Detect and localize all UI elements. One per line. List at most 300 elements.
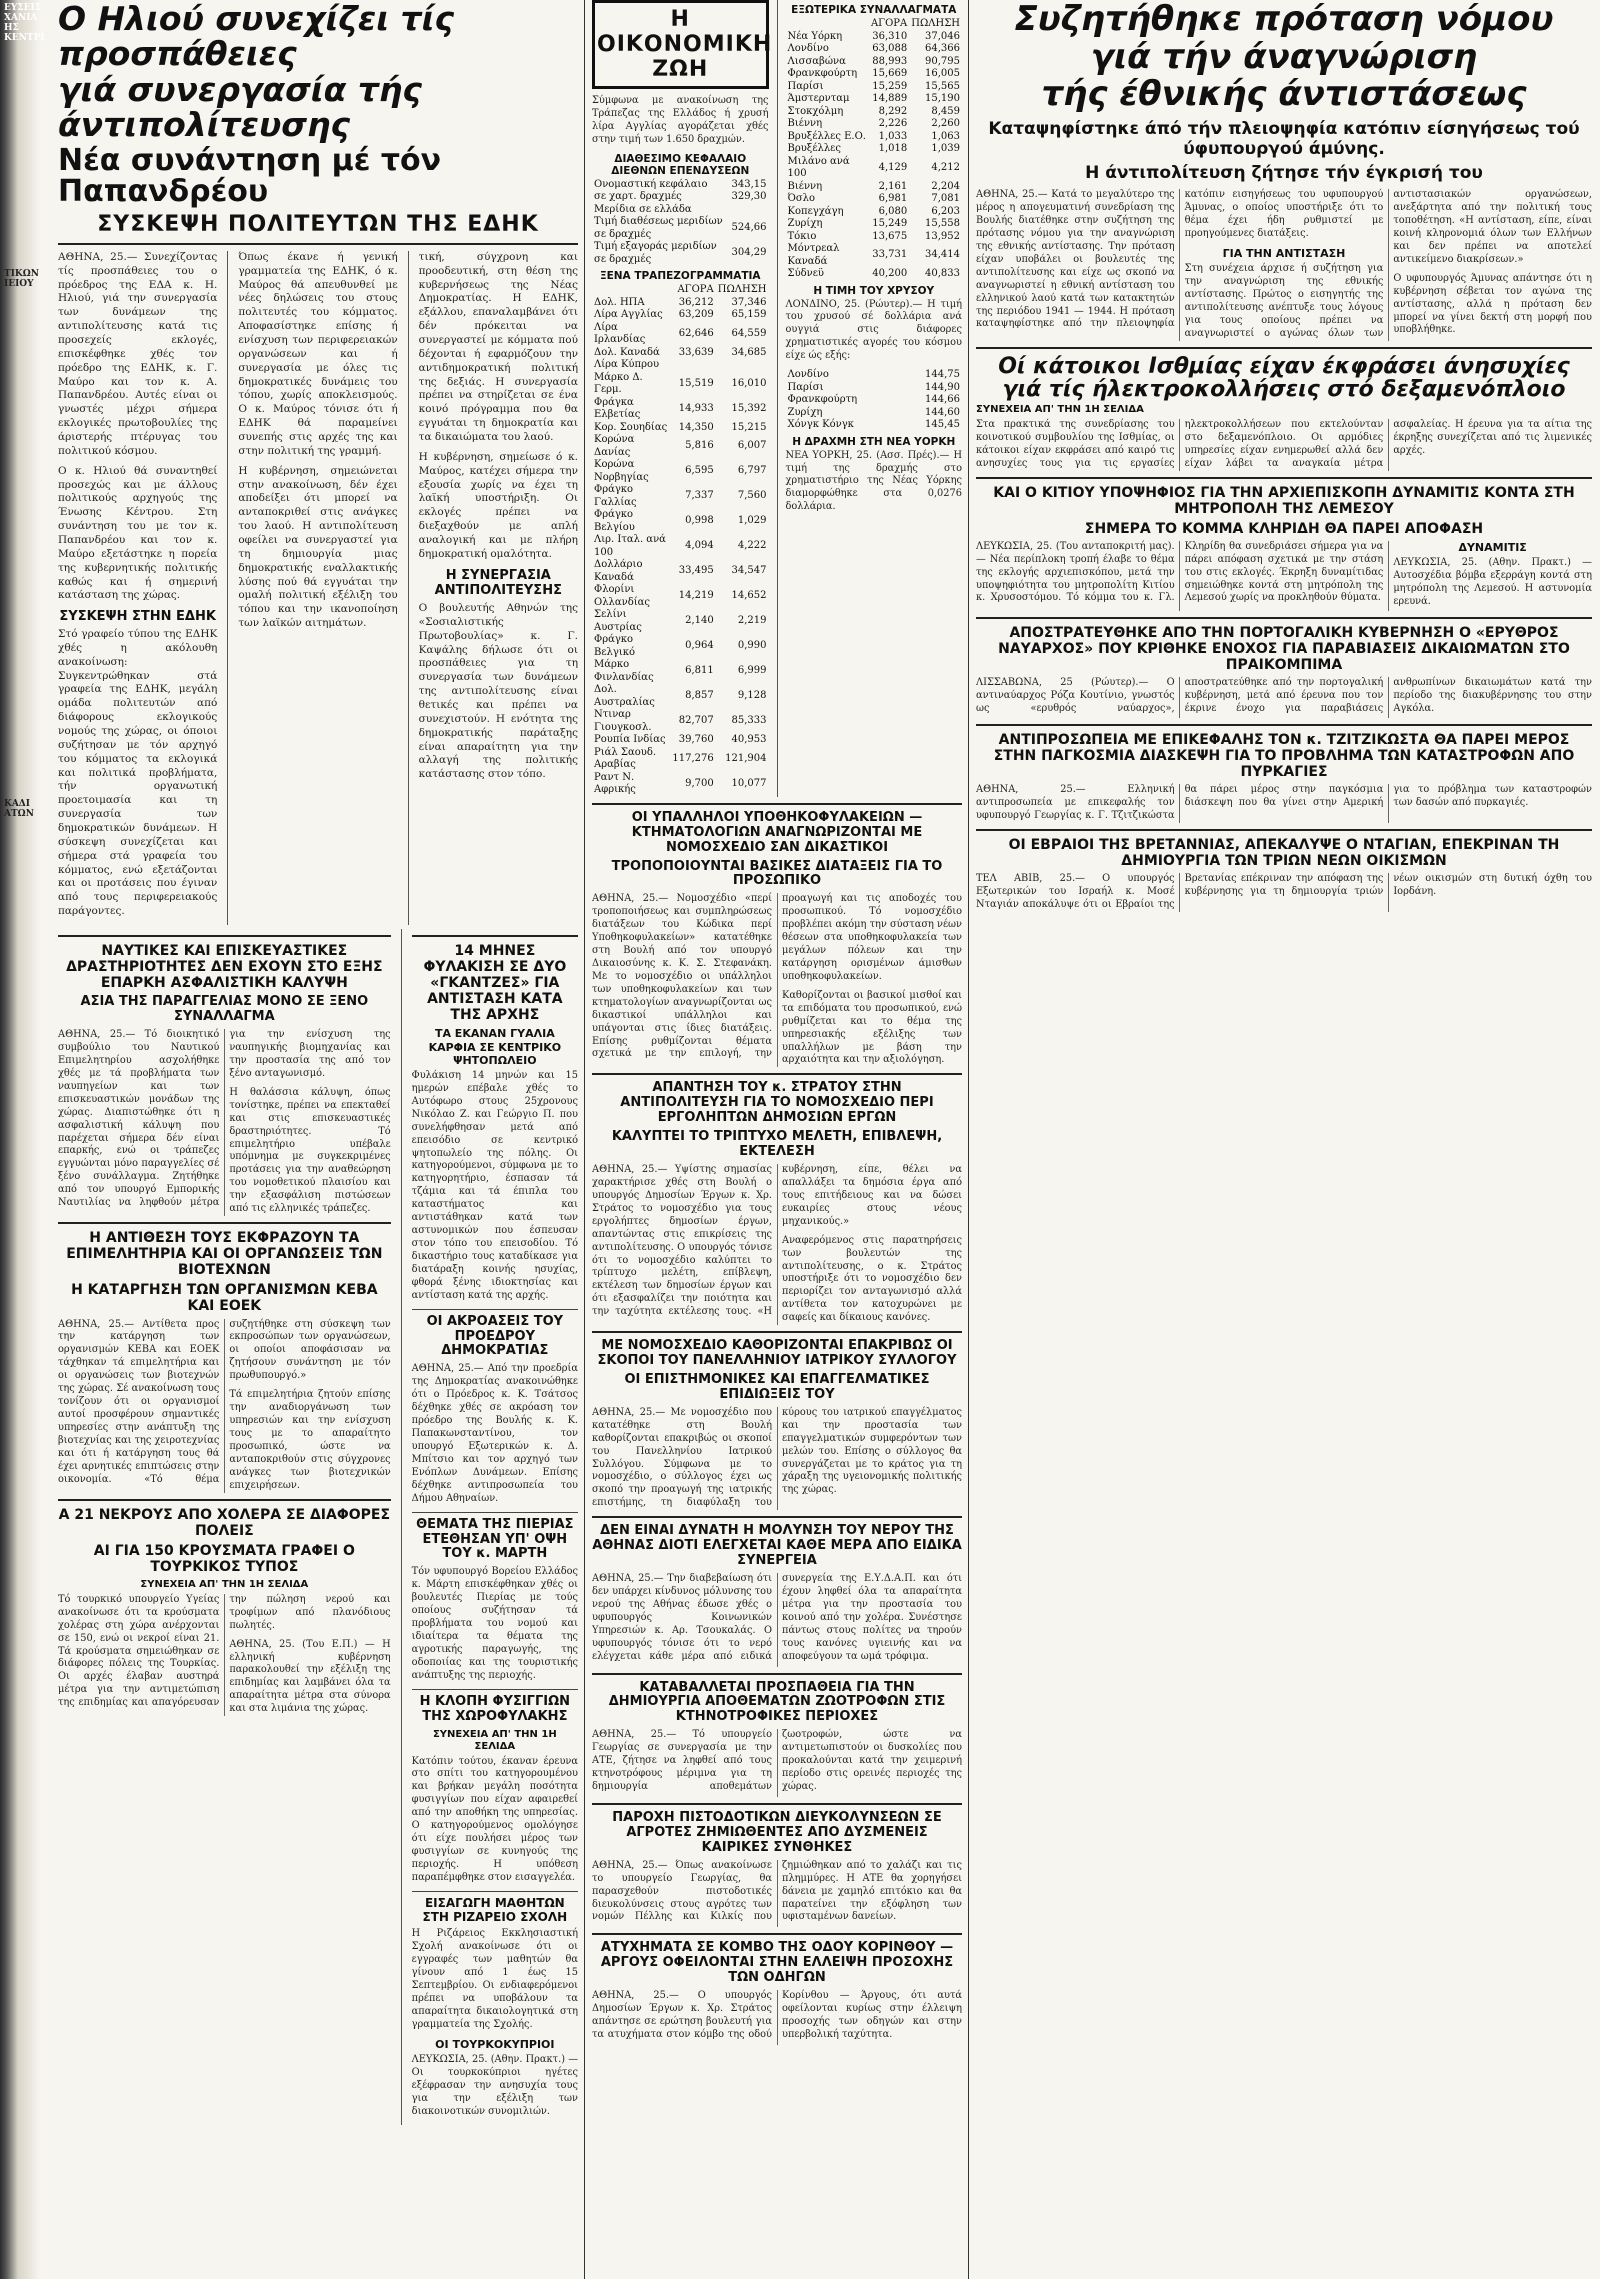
- headline-pieria: ΘΕΜΑΤΑ ΤΗΣ ΠΙΕΡΙΑΣ ΕΤΕΘΗΣΑΝ ΥΠ' ΟΨΗ ΤΟΥ κ. ΜΑΡΤΗ: [416, 1516, 574, 1562]
- label-cell: Μιλάνο ανά 100: [787, 155, 850, 179]
- label-cell: Λισσαβώνα: [787, 55, 846, 67]
- value-cell: 145,45: [925, 419, 960, 431]
- subheadline-cholera: ΑΙ ΓΙΑ 150 ΚΡΟΥΣΜΑΤΑ ΓΡΑΦΕΙ Ο ΤΟΥΡΚΙΚΟΣ ΤΥΠΟΣ: [93, 1542, 355, 1575]
- value-cell: 0,964: [685, 640, 714, 652]
- value-cell: 144,66: [925, 394, 960, 406]
- subheadline-shipyards: ΑΣΙΑ ΤΗΣ ΠΑΡΑΓΓΕΛΙΑΣ ΜΟΝΟ ΣΕ ΞΕΝΟ ΣΥΝΑΛΛΑΓΜΑ: [80, 994, 369, 1025]
- headline-ilios-4: ΣΥΣΚΕΨΗ ΠΟΛΙΤΕΥΤΩΝ ΤΗΣ ΕΔΗΚ: [97, 211, 539, 237]
- article-text: ΛΕΥΚΩΣΙΑ, 25. (Αθην. Πρακτ.) — Οι τουρκοκύπριοι ηγέτες εξέφρασαν την ανησυχία τους για την εξέλιξη των διακοινοτικών συνομιλιών.: [411, 2053, 578, 2117]
- label-cell: Σύδνεϋ: [787, 268, 825, 279]
- label-cell: Ζυρίχη: [787, 406, 823, 418]
- article-text: τική, σύγχρονη και προοδευτική, στη θέση της κυβερνήσεως της Νέας Δημοκρατίας. Η ΕΔΗΚ, εξάλλου, επαναλαμβάνει ότι δέν πρόκειται να συνεργαστεί με κόμματα πού δέχονται ή εφαρμόζουν την αντιδημοκρατική πολιτική της δεξιάς. Η συνεργασία πρέπει να στηρίζεται σε ένα κοινό πρόγραμμα που θα εγγυάται τη δημοκρατία και τα δικαιώματα του λαού.: [418, 250, 578, 444]
- value-cell: 13,675: [872, 230, 908, 242]
- fx-row: [592, 359, 769, 372]
- rule: [412, 1512, 578, 1513]
- subhead: ΟΙ ΤΟΥΡΚΟΚΥΠΡΙΟΙ: [435, 2037, 555, 2051]
- rule: [58, 1499, 391, 1501]
- col1b-article: [238, 251, 397, 925]
- article-text: Ο υφυπουργός Άμυνας απάντησε ότι η κυβέρνηση σέβεται τον αγώνα της αντίστασης, αλλά η πρόταση δεν μπορεί να γίνει δεκτή στη μορφή που υποβλήθηκε.: [1393, 272, 1592, 336]
- gold-row: [786, 407, 963, 420]
- value-cell: 13,952: [925, 230, 960, 242]
- left-lower-main: [58, 929, 391, 2125]
- header-cell: [592, 284, 670, 297]
- ext-row: [786, 206, 963, 219]
- value-cell: 6,203: [931, 205, 960, 217]
- article-text: Ο κ. Ηλιού θά συναντηθεί προσεχώς και με άλλους πολιτικούς αρχηγούς της Ένωσης Κέντρου. Στη συνάντηση του με τον κ. Παπανδρέου και τον κ. Μαύρο εξετάστηκε η πορεία της κυβερνητικής πολιτικής καθώς και ή σημερινή κατάσταση της χώρας.: [58, 464, 218, 602]
- label-cell: Όσλο: [787, 193, 816, 204]
- value-cell: 34,685: [731, 346, 767, 358]
- article-text: ΑΘΗΝΑ, 25.— Όπως ανακοίνωσε το υπουργείο Γεωργίας, θα παρασχεθούν πιστοδοτικές διευκολύνσεις στους αγρότες των νομών Πέλλης και Κιλκίς που ζημιώθηκαν από το χαλάζι και τις πλημμύρες. Η ΑΤΕ θα χορηγήσει δάνεια με χαμηλό επιτόκιο και θα παρατείνει την εξόφληση των υφισταμένων δανείων.: [592, 1859, 962, 1923]
- label-cell: Χόνγκ Κόνγκ: [787, 419, 854, 431]
- headline-ilios-1: Ο Ηλιού συνεχίζει τίς προσπάθειες: [58, 0, 455, 73]
- article-columns: [58, 1029, 391, 1216]
- label-cell: Παρίσι: [787, 381, 824, 393]
- fund-row: [592, 191, 769, 204]
- header-cell: ΑΓΟΡΑ: [677, 284, 714, 296]
- subheadline-imprisonment: ΤΑ ΕΚΑΝΑΝ ΓΥΑΛΙΑ ΚΑΡΦΙΑ ΣΕ ΚΕΝΤΡΙΚΟ ΨΗΤΟΠΩΛΕΙΟ: [428, 1027, 562, 1067]
- article-text: Όπως έκανε ή γενική γραμματεία της ΕΔΗΚ, ό κ. Μαύρος θά απευθυνθεί με νέες δηλώσεις του στους πολιτευτές του κόμματος. Αποφασίστηκε επίσης ή ενίσχυση των περιφερειακών οργανώσεων και ή συνεργασία με όλες τις δημοκρατικές δυνάμεις του τόπου, χωρίς αποκλεισμούς. Ο κ. Μαύρος τόνισε ότι ή ΕΔΗΚ θά παραμείνει συνεπής στις αρχές της και στην πολιτική της γραμμή.: [238, 250, 398, 457]
- label-cell: Φράγκο Βελγικό: [594, 634, 636, 658]
- ext-row: [786, 106, 963, 119]
- label-cell: Βρυξέλλες Ε.Ο.: [787, 130, 866, 142]
- value-cell: 9,128: [737, 690, 767, 702]
- headline-cholera: Α 21 ΝΕΚΡΟΥΣ ΑΠΟ ΧΟΛΕΡΑ ΣΕ ΔΙΑΦΟΡΕΣ ΠΟΛΕΙΣ: [58, 1506, 391, 1539]
- rule: [412, 935, 578, 937]
- value-cell: 14,889: [872, 93, 908, 104]
- edge-word: ΚΑΔΙ: [4, 799, 30, 809]
- label-cell: σε χαρτ. δραχμές: [594, 191, 682, 203]
- fund-row: [592, 179, 769, 192]
- value-cell: 64,366: [925, 43, 960, 54]
- value-cell: 6,007: [737, 440, 767, 452]
- subheadline-medical: ΟΙ ΕΠΙΣΤΗΜΟΝΙΚΕΣ ΚΑΙ ΕΠΑΓΓΕΛΜΑΤΙΚΕΣ ΕΠΙΔΙΩΞΕΙΣ ΤΟΥ: [624, 1371, 930, 1402]
- article-columns: [592, 893, 962, 1067]
- label-cell: Κορώνα Δανίας: [594, 434, 635, 458]
- value-cell: 33,731: [872, 249, 908, 261]
- label-cell: Φρανκφούρτη: [787, 394, 858, 406]
- article-text: Κατόπιν τούτου, έκαναν έρευνα στο σπίτι του κατηγορουμένου και βρήκαν μεγάλη ποσότητα φυσιγγίων που είχαν αφαιρεθεί από την αποθήκη της υπηρεσίας. Ο κατηγορούμενος ομολόγησε ότι είχε πουλήσει μέρος των φυσιγγίων σε κυνηγούς της περιοχής. Η υπόθεση παραπέμφθηκε στον εισαγγελέα.: [411, 1755, 578, 1883]
- value-cell: 65,159: [731, 309, 767, 321]
- label-cell: Ονομαστική κεφάλαιο: [594, 178, 708, 190]
- value-cell: 37,046: [925, 30, 960, 42]
- label-cell: Λίρα Κύπρου: [594, 359, 660, 371]
- article-columns: [976, 784, 1592, 823]
- value-cell: 16,005: [925, 68, 960, 79]
- center-block: [592, 0, 962, 2279]
- value-cell: 15,558: [925, 218, 960, 229]
- label-cell: Λονδίνο: [787, 369, 829, 381]
- article-text: Καθορίζονται οι βασικοί μισθοί και τα επιδόματα του προσωπικού, ενώ ρυθμίζεται και το θέμα της υπηρεσιακής εξέλιξης των υπαλλήλων με βάση την αρχαιότητα και την αξιολόγηση.: [782, 989, 962, 1066]
- article-text: Τό τουρκικό υπουργείο Υγείας ανακοίνωσε ότι τα κρούσματα χολέρας στη χώρα ανέρχονται σε 150, ενώ οι νεκροί είναι 21. Τά κρούσματα σημειώθηκαν σε διάφορες πόλεις της Τουρκίας. Οι αρχές έλαβαν αυστηρά μέτρα για την αντιμετώπιση της επιδημίας και απαγόρευσαν την πώληση νερού και τροφίμων από πλανόδιους πωλητές.: [58, 1593, 391, 1709]
- article-text: ΛΙΣΣΑΒΩΝΑ, 25 (Ρώυτερ).— Ο αντιναύαρχος Ρόζα Κουτίνιο, γνωστός ως «ερυθρός ναύαρχος», αποστρατεύθηκε από την πορτογαλική κυβέρνηση, μετά από έρευνα που τον έκρινε ένοχο για παραβιάσεις ανθρωπίνων δικαιωμάτων κατά την περίοδο της διακυβέρνησης του στην Αγκόλα.: [976, 676, 1592, 714]
- label-cell: Τιμή εξαγοράς μεριδίων σε δραχμές: [594, 241, 717, 265]
- article-text: ΑΘΗΝΑ, 25.— Αντίθετα προς την κατάργηση των οργανισμών ΚΕΒΑ και ΕΟΕΚ τάχθηκαν τά επιμελητήρια και οι οργανώσεις των βιοτεχνών της χώρας. Σέ ανακοίνωση τους τονίζουν ότι οι οργανισμοί αυτοί προσφέρουν σημαντικές υπηρεσίες στην ανάπτυξη της βιοτεχνίας και της χειροτεχνίας και ότι ή κατάργηση τους θά έχει αρνητικές επιπτώσεις στην οικονομία. «Τό θέμα συζητήθηκε στη σύσκεψη των εκπροσώπων των οργανώσεων, οι οποίοι αποφάσισαν να ζητήσουν συνάντηση με τόν πρωθυπουργό.»: [58, 1318, 391, 1485]
- value-cell: 6,811: [685, 665, 714, 677]
- article-text: ΑΘΗΝΑ, 25.— Κατά το μεγαλύτερο της μέρος η απογευματινή συνεδρίαση της Βουλής διατέθηκε στην συζήτηση της πρότασης νόμου για την αναγνώριση της εθνικής αντίστασης. Την πρόταση είχαν υποβάλει οι βουλευτές της αντιπολίτευσης και είχε ως σκοπό να αναγνωριστεί η εθνική αντίσταση του ελληνικού λαού κατά των κατακτητών της περιόδου 1941 — 1944. Η πρόταση καταψηφίστηκε από την πλειοψηφία κατόπιν εισηγήσεως του υφυπουργού Άμυνας, ο οποίος υποστήριξε ότι το θέμα έχει ήδη ρυθμιστεί με προηγούμενες διατάξεις.: [976, 189, 1384, 330]
- rule: [412, 1309, 578, 1310]
- fx-row: [592, 459, 769, 484]
- rule: [58, 1222, 391, 1224]
- fx-row: [592, 534, 769, 559]
- fx-row: [592, 709, 769, 734]
- article-columns: [976, 419, 1592, 471]
- value-cell: 2,219: [737, 615, 767, 627]
- value-cell: 6,595: [685, 465, 714, 477]
- label-cell: Μόντρεαλ Καναδά: [787, 243, 840, 267]
- fx-row: [592, 609, 769, 634]
- value-cell: 40,200: [872, 268, 908, 279]
- value-cell: 343,15: [731, 178, 767, 190]
- edge-fragment-lower: [4, 800, 34, 820]
- article-columns: [976, 873, 1592, 912]
- ext-row: [786, 143, 963, 156]
- value-cell: [730, 204, 769, 217]
- column-rule: [227, 251, 228, 925]
- label-cell: Δολλάριο Καναδά: [594, 559, 643, 583]
- headline-imprisonment: 14 ΜΗΝΕΣ ΦΥΛΑΚΙΣΗ ΣΕ ΔΥΟ «ΓΚΑΝΤΖΕΣ» ΓΙΑ ΑΝΤΙΣΤΑΣΗ ΚΑΤΑ ΤΗΣ ΑΡΧΗΣ: [423, 942, 567, 1024]
- value-cell: 329,30: [731, 191, 767, 203]
- label-cell: Λονδίνο: [787, 43, 829, 54]
- value-cell: 33,495: [678, 565, 714, 577]
- column-rule: [401, 929, 402, 2125]
- economy-masthead: Η ΟΙΚΟΝΟΜΙΚΗ ΖΩΗ: [592, 0, 769, 89]
- article-text: ΛΕΥΚΩΣΙΑ, 25. (Του ανταποκριτή μας).— Νέα περίπλοκη τροπή έλαβε το θέμα της εκλογής αρχιεπισκόπου, μετά την υποψηφιότητα του μητροπολίτη Κιτίου κ. Χρυσοστόμου. Τό κόμμα του κ. Γλ. Κληρίδη θα συνεδριάσει σήμερα για να πάρει απόφαση σχετικά με την στάση του στις εκλογές. Έκρηξη δυναμίτιδας σημειώθηκε κοντά στη μητρόπολη της Λεμεσού χωρίς να προκληθούν θύματα.: [976, 540, 1384, 604]
- table-header-row: [786, 18, 963, 31]
- article-text: Φυλάκιση 14 μηνών και 15 ημερών επέβαλε χθές το Αυτόφωρο στους 25χρονους Νικόλαο Ζ. και Γεώργιο Π. που συνελήφθησαν μετά από επεισόδιο σε κεντρικό ψητοπωλείο της πόλης. Οι κατηγορούμενοι, σύμφωνα με το κατηγορητήριο, έσπασαν τά τζάμια και τά έπιπλα του καταστήματος και αντιστάθηκαν κατά των αστυνομικών που έσπευσαν στον τόπο του επεισοδίου. Τό δικαστήριο τους καταδίκασε για διατάραξη κοινής ησυχίας, φθορά ξένης ιδιοκτησίας και αντίσταση κατά της αρχής.: [411, 1070, 578, 1301]
- continuation-note: ΣΥΝΕΧΕΙΑ ΑΠ' ΤΗΝ 1Η ΣΕΛΙΔΑ: [140, 1578, 309, 1590]
- headline-fires: ΑΝΤΙΠΡΟΣΩΠΕΙΑ ΜΕ ΕΠΙΚΕΦΑΛΗΣ ΤΟΝ κ. ΤΖΙΤΖΙΚΩΣΤΑ ΘΑ ΠΑΡΕΙ ΜΕΡΟΣ ΣΤΗΝ ΠΑΓΚΟΣΜΙΑ ΔΙΑΣΚΕΨΗ ΓΙΑ ΤΟ ΠΡΟΒΛΗΜΑ ΤΩΝ ΚΑΤΑΣΤΡΟΦΩΝ ΑΠΟ ΠΥΡΚΑΓΙΕΣ: [993, 731, 1575, 780]
- value-cell: 2,204: [931, 180, 960, 192]
- value-cell: 8,292: [878, 105, 908, 117]
- value-cell: 2,226: [878, 118, 908, 129]
- article-text: ΑΘΗΝΑ, 25.— Ελληνική αντιπροσωπεία με επικεφαλής τον υφυπουργό Γεωργίας κ. Γ. Τζιτζικώστα θα πάρει μέρος στην παγκόσμια διάσκεψη που θα γίνει στην Αμερική για το πρόβλημα των καταστροφών των δασών από πυρκαγιές.: [976, 783, 1592, 821]
- label-cell: Φρανκφούρτη: [787, 68, 858, 79]
- ext-row: [786, 268, 963, 281]
- subheadline-chambers: Η ΚΑΤΑΡΓΗΣΗ ΤΩΝ ΟΡΓΑΝΙΣΜΩΝ ΚΕΒΑ ΚΑΙ ΕΟΕΚ: [71, 1282, 378, 1315]
- label-cell: Φράγκο Βελγίου: [594, 509, 635, 533]
- fx-row: [592, 309, 769, 322]
- value-cell: 4,212: [931, 161, 960, 173]
- label-cell: Βιέννη: [787, 180, 823, 192]
- headline-chambers: Η ΑΝΤΙΘΕΣΗ ΤΟΥΣ ΕΚΦΡΑΖΟΥΝ ΤΑ ΕΠΙΜΕΛΗΤΗΡΙΑ ΚΑΙ ΟΙ ΟΡΓΑΝΩΣΕΙΣ ΤΩΝ ΒΙΟΤΕΧΝΩΝ: [66, 1230, 383, 1279]
- article-text: Η Ριζάρειος Εκκλησιαστική Σχολή ανακοίνωσε ότι οι εγγραφές των μαθητών θα γίνουν από 1 έως 15 Σεπτεμβρίου. Οι ενδιαφερόμενοι πρέπει να υποβάλουν τα απαραίτητα δικαιολογητικά στη γραμματεία της Σχολής.: [411, 1928, 578, 2030]
- value-cell: 144,90: [925, 381, 960, 393]
- value-cell: 36,310: [872, 30, 908, 42]
- value-cell: 85,333: [731, 715, 767, 727]
- value-cell: 15,519: [678, 377, 714, 389]
- fx-row: [592, 659, 769, 684]
- fx-row: [592, 372, 769, 397]
- column-rule: [408, 251, 409, 925]
- fx-row: [592, 434, 769, 459]
- article-columns: [58, 1319, 391, 1493]
- fund-title: ΔΙΑΘΕΣΙΜΟ ΚΕΦΑΛΑΙΟ ΔΙΕΘΝΩΝ ΕΠΕΝΔΥΣΕΩΝ: [611, 152, 750, 177]
- edge-word: ΙΕΙΟΥ: [4, 278, 34, 289]
- article-columns: [592, 1573, 962, 1666]
- value-cell: 15,190: [925, 93, 960, 104]
- rule: [976, 829, 1592, 831]
- headline-ilios-3: Νέα συνάντηση μέ τόν Παπανδρέου: [58, 142, 442, 210]
- headline-ilios-2: γιά συνεργασία τής άντιπολίτευσης: [58, 70, 422, 144]
- article-columns: [592, 1407, 962, 1510]
- label-cell: Λίρα Ιρλανδίας: [594, 321, 646, 346]
- gold-table: [786, 369, 963, 432]
- label-cell: Τιμή διαθέσεως μεριδίων σε δραχμές: [594, 216, 723, 240]
- value-cell: 15,215: [731, 421, 767, 433]
- value-cell: 6,999: [737, 665, 767, 677]
- article-text: Ο βουλευτής Αθηνών της «Σοσιαλιστικής Πρωτοβουλίας» κ. Γ. Καψάλης δήλωσε ότι οι προσπάθειες για τη συνεργασία των δυνάμεων της αντιπολίτευσης είναι θετικές και πρέπει να συνεχιστούν. Η ενότητα της δημοκρατικής παράταξης είναι απαραίτητη για την αλλαγή της πολιτικής κατάστασης στον τόπο.: [418, 601, 578, 781]
- ext-row: [786, 218, 963, 231]
- fx-table: [592, 284, 769, 797]
- rule: [592, 1073, 962, 1075]
- value-cell: 6,080: [878, 205, 908, 217]
- gold-row: [786, 369, 963, 382]
- subheadline-resistance-2: Η άντιπολίτευση ζήτησε τήν έγκρισή του: [1085, 162, 1483, 183]
- label-cell: Λίρα Αγγλίας: [594, 309, 663, 321]
- rule: [976, 347, 1592, 349]
- value-cell: 1,029: [737, 515, 767, 527]
- fx-row: [592, 559, 769, 584]
- ext-row: [786, 156, 963, 181]
- headline-fodder: ΚΑΤΑΒΑΛΛΕΤΑΙ ΠΡΟΣΠΑΘΕΙΑ ΓΙΑ ΤΗΝ ΔΗΜΙΟΥΡΓΙΑ ΑΠΟΘΕΜΑΤΩΝ ΖΩΟΤΡΟΦΩΝ ΣΤΙΣ ΚΤΗΝΟΤΡΟΦΙΚΕΣ ΠΕΡΙΟΧΕΣ: [608, 1679, 946, 1725]
- label-cell: Νέα Υόρκη: [787, 30, 843, 42]
- value-cell: 2,161: [878, 180, 908, 192]
- label-cell: Φράγκο Γαλλίας: [594, 484, 637, 508]
- value-cell: 0,998: [685, 515, 714, 527]
- value-cell: 7,560: [737, 490, 767, 502]
- edge-word: ΗΣ: [4, 22, 19, 33]
- left-block: [58, 0, 578, 2279]
- gold-row: [786, 382, 963, 395]
- value-cell: 90,795: [925, 55, 960, 67]
- column-rule: [777, 0, 778, 797]
- value-cell: 39,760: [678, 734, 714, 746]
- continuation-note: ΣΥΝΕΧΕΙΑ ΑΠ' ΤΗΝ 1Η ΣΕΛΙΔΑ: [976, 403, 1144, 415]
- value-cell: 63,209: [678, 309, 714, 321]
- article-text: Στό γραφείο τύπου της ΕΔΗΚ χθές η ακόλουθη ανακοίνωση: Συγκεντρώθηκαν στά γραφεία της ΕΔΗΚ, μεγάλη ομάδα πολιτευτών από διάφορους εκλογικούς νομούς της χώρας, οι όποιοι συζήτησαν με τόν αρχηγό του κόμματος τα εκλογικά και πολιτικά προβλήματα, τήν οργανωτική προετοιμασία και τη συνεργασία των δημοκρατικών δυνάμεων. Η σύσκεψη συνεχίζεται και σήμερα στά γραφεία του κόμματος, ενώ εξετάζονται και οι προτάσεις που έγιναν από τους περιφερειακούς παράγοντες.: [58, 627, 218, 918]
- fund-row: [592, 204, 769, 217]
- article-text: ΑΘΗΝΑ, 25.— Υψίστης σημασίας χαρακτήρισε χθές στη Βουλή ο υπουργός Δημοσίων Έργων κ. Χρ. Στράτος το νομοσχέδιο για τους εργολήπτες δημοσίων έργων, απαντώντας στις επικρίσεις της αντιπολίτευσης. Ο υπουργός τόνισε ότι το νομοσχέδιο καλύπτει το τρίπτυχο μελέτη, επίβλεψη, εκτέλεση των δημοσίων έργων και ότι εξασφαλίζει την ποιότητα και την ταχύτητα εκτέλεσης τους. «Η κυβέρνηση, είπε, θέλει να απαλλάξει τα δημόσια έργα από τους επιτήδειους και να δώσει ευκαιρίες στους νέους μηχανικούς.»: [592, 1164, 962, 1318]
- label-cell: Ντιναρ Γιουγκοσλ.: [594, 709, 652, 733]
- subhead: ΓΙΑ ΤΗΝ ΑΝΤΙΣΤΑΣΗ: [1222, 246, 1346, 260]
- article-text: ΑΘΗΝΑ, 25.— Νομοσχέδιο «περί τροποποιήσεως και συμπληρώσεως διατάξεων του Κώδικα περί Υποθηκοφυλακείων» κατατέθηκε στη Βουλή από τον υπουργό Δικαιοσύνης κ. Κ. Σ. Στεφανάκη. Με το νομοσχέδιο οι υπάλληλοι των υποθηκοφυλακείων και των κτηματολογίων αναγνωρίζονται ως δικαστικοί υπάλληλοι και υπάγονται στις ίδιες διατάξεις. Επίσης ρυθμίζονται θέματα σχετικά με την επιλογή, την προαγωγή και τις αποδοχές του προσωπικού. Τό νομοσχέδιο προβλέπει ακόμη την σύσταση νέων θέσεων στα υποθηκοφυλακεία των μεγάλων πόλεων και την κατάργηση ορισμένων άμισθων υποθηκοφυλακείων.: [592, 893, 962, 1060]
- label-cell: Λιρ. Ιταλ. ανά 100: [594, 534, 666, 558]
- ext-title: ΕΞΩΤΕΡΙΚΑ ΣΥΝΑΛΛΑΓΜΑΤΑ: [791, 4, 957, 16]
- value-cell: [670, 359, 715, 372]
- column-rule: [968, 0, 969, 2279]
- ext-row: [786, 193, 963, 206]
- ext-row: [786, 231, 963, 244]
- article-text: ΑΘΗΝΑ, 25.— Τό υπουργείο Γεωργίας σε συνεργασία με την ΑΤΕ, ζήτησε να ληφθεί από τους κτηνοτρόφους μέριμνα για τη δημιουργία αποθεμάτων ζωοτροφών, ώστε να αντιμετωπιστούν οι δυσκολίες που προκαλούνται κατά την χειμερινή περίοδο στις ορεινές περιοχές της χώρας.: [592, 1729, 962, 1792]
- value-cell: 64,559: [731, 327, 767, 339]
- article-text: Στα πρακτικά της συνεδρίασης του κοινοτικού συμβουλίου της Ισθμίας, οι κάτοικοι είχαν εκφράσει από καιρό τις ανησυχίες τους για τις εργασίες ηλεκτροκολλήσεων που εκτελούνταν στο δεξαμενόπλοιο. Οι αρμόδιες υπηρεσίες είχαν ενημερωθεί αλλά δεν είχαν λάβει τα αναγκαία μέτρα ασφαλείας. Η έρευνα για τα αίτια της έκρηξης συνεχίζεται από τις λιμενικές αρχές.: [976, 418, 1592, 469]
- article-text: ΑΘΗΝΑ, 25.— Τό διοικητικό συμβούλιο του Ναυτικού Επιμελητηρίου ασχολήθηκε χθές με τά προβλήματα των ναυπηγείων και των επισκευαστικών μονάδων της χώρας. Διαπιστώθηκε ότι η ασφαλιστική κάλυψη που παρέχεται σήμερα δέν είναι επαρκής, ενώ οι τράπεζες εγγυώνται μόνο παραγγελίες σέ ξένο συνάλλαγμα. Ζητήθηκε από τον υπουργό Εμπορικής Ναυτιλίας να ληφθούν μέτρα για την ενίσχυση της ναυπηγικής βιομηχανίας και την προστασία της από τον ξένο ανταγωνισμό.: [58, 1029, 391, 1209]
- label-cell: Κορ. Σουηδίας: [594, 421, 668, 433]
- label-cell: Στοκχόλμη: [787, 105, 844, 117]
- article-text: ΛΟΝΔΙΝΟ, 25. (Ρώυτερ).— Η τιμή του χρυσού σέ δολλάρια ανά ουγγιά στις διάφορες χρηματιστικές αγορές του κόσμου είχε ώς εξής:: [785, 298, 962, 362]
- rule: [592, 1803, 962, 1805]
- article-text: ΑΘΗΝΑ, 25.— Συνεχίζοντας τίς προσπάθειες του ο πρόεδρος της ΕΔΑ κ. Η. Ηλιού, γιά την συνεργασία των δυνάμεων της αντιπολίτευσης κατά τις προσεχείς εκλογές, επισκέφθηκε χθές τον πρόεδρο της ΕΔΗΚ, κ. Γ. Μαύρο και τον κ. Α. Παπανδρέου. Αυτές είναι οι γνωστές μέχρι σήμερα εκλογικές πρωτοβουλίες της άριστερής πτέρυγας του πολιτικού κόσμου.: [58, 250, 218, 457]
- label-cell: Μερίδια σε ελλάδα: [594, 203, 692, 215]
- value-cell: 14,219: [678, 590, 714, 602]
- value-cell: 1,018: [878, 143, 908, 154]
- value-cell: 15,565: [925, 80, 960, 92]
- edge-fragment-mid: [4, 270, 39, 290]
- label-cell: Άμστερνταμ: [787, 93, 850, 104]
- article-columns: [592, 1860, 962, 1928]
- value-cell: 4,129: [878, 161, 908, 173]
- economy-right: [786, 0, 963, 797]
- left-lower-side: [412, 929, 578, 2125]
- fx-row: [592, 322, 769, 347]
- article-columns: [58, 1594, 391, 1716]
- label-cell: Κορώνα Νορβηγίας: [594, 459, 649, 483]
- value-cell: 82,707: [678, 715, 714, 727]
- value-cell: 14,652: [731, 590, 767, 602]
- subhead: ΔΥΝΑΜΙΤΙΣ: [1458, 540, 1527, 554]
- value-cell: 4,222: [737, 540, 767, 552]
- value-cell: 1,039: [931, 143, 960, 154]
- fx-row: [592, 772, 769, 797]
- label-cell: Μάρκο Δ. Γερμ.: [594, 371, 643, 396]
- ext-row: [786, 118, 963, 131]
- rule: [592, 1331, 962, 1333]
- fx-row: [592, 509, 769, 534]
- value-cell: 15,249: [872, 218, 908, 229]
- gold-title: Η ΤΙΜΗ ΤΟΥ ΧΡΥΣΟΥ: [813, 284, 935, 297]
- article-text: ΑΘΗΝΑ, 25.— Την διαβεβαίωση ότι δεν υπάρχει κίνδυνος μόλυνσης του νερού της Αθήνας έδωσε χθές ο υφυπουργός Κοινωνικών Υπηρεσιών κ. Αρ. Τσουκαλάς. Ο υφυπουργός τόνισε ότι το νερό ελέγχεται κάθε μέρα από ειδικά συνεργεία της Ε.Υ.Δ.Α.Π. και ότι έχουν ληφθεί όλα τα απαραίτητα μέτρα για την προστασία του κοινού από την χολέρα. Συνέστησε πάντως στους πολίτες να τηρούν τους κανόνες υγιεινής και να αποφεύγουν τα ωμά τρόφιμα.: [592, 1573, 962, 1662]
- edge-word: ΑΤΩΝ: [4, 808, 34, 819]
- rule: [58, 243, 578, 245]
- value-cell: 15,669: [872, 68, 908, 79]
- value-cell: 304,29: [731, 247, 767, 259]
- value-cell: 4,094: [685, 540, 714, 552]
- headline-registrars: ΟΙ ΥΠΑΛΛΗΛΟΙ ΥΠΟΘΗΚΟΦΥΛΑΚΕΙΩΝ — ΚΤΗΜΑΤΟΛΟΓΙΩΝ ΑΝΑΓΝΩΡΙΖΟΝΤΑΙ ΜΕ ΝΟΜΟΣΧΕΔΙΟ ΣΑΝ ΔΙΚΑΣΤΙΚΟΙ: [631, 809, 923, 855]
- value-cell: 121,904: [725, 752, 767, 764]
- label-cell: Κοπεγχάγη: [787, 205, 844, 217]
- article-text: Αναφερόμενος στις παρατηρήσεις των βουλευτών της αντιπολίτευσης, ο κ. Στράτος υποστήριξε ότι το νομοσχέδιο δεν περιορίζει τον ανταγωνισμό αλλά αντίθετα τον κατοχυρώνει με σαφείς και δίκαιους κανόνες.: [782, 1234, 962, 1324]
- value-cell: 1,063: [931, 130, 960, 142]
- economy-section: [592, 0, 962, 797]
- fx-row: [592, 634, 769, 659]
- fund-row: [592, 216, 769, 241]
- value-cell: 2,140: [685, 615, 714, 627]
- headline-admiral: ΑΠΟΣΤΡΑΤΕΥΘΗΚΕ ΑΠΟ ΤΗΝ ΠΟΡΤΟΓΑΛΙΚΗ ΚΥΒΕΡΝΗΣΗ Ο «ΕΡΥΘΡΟΣ ΝΑΥΑΡΧΟΣ» ΠΟΥ ΚΡΙΘΗΚΕ ΕΝΟΧΟΣ ΓΙΑ ΠΑΡΑΒΙΑΣΕΙΣ ΔΙΚΑΙΩΜΑΤΩΝ ΣΤΟ ΠΡΑΙΚΟΜΠΙΜΑ: [998, 624, 1570, 673]
- value-cell: 5,816: [685, 440, 714, 452]
- rule: [592, 1673, 962, 1675]
- page-edge: [0, 0, 52, 2279]
- header-cell: [786, 18, 869, 31]
- article-text: ΛΕΥΚΩΣΙΑ, 25. (Αθην. Πρακτ.) — Αυτοσχέδια βόμβα εξερράγη κοντά στη μητρόπολη της Λεμεσού. Η αστυνομία ερευνά.: [1393, 556, 1592, 607]
- headline-resistance-1: Συζητήθηκε πρόταση νόμου: [1014, 0, 1554, 39]
- value-cell: 16,010: [731, 377, 767, 389]
- value-cell: 62,646: [678, 327, 714, 339]
- ext-row: [786, 81, 963, 94]
- rule: [976, 724, 1592, 726]
- value-cell: 8,459: [931, 105, 960, 117]
- article-text: Τά επιμελητήρια ζητούν επίσης την αναδιοργάνωση των υπηρεσιών και την ενίσχυση τους με το απαραίτητο προσωπικό, ώστε να ανταποκριθούν στις σύγχρονες ανάγκες των βιοτεχνικών επιχειρήσεων.: [229, 1389, 391, 1491]
- ext-row: [786, 131, 963, 144]
- ext-row: [786, 43, 963, 56]
- label-cell: Φλορίνι Ολλανδίας: [594, 584, 651, 608]
- fx-row: [592, 684, 769, 709]
- rule: [592, 803, 962, 805]
- headline-shipyards: ΝΑΥΤΙΚΕΣ ΚΑΙ ΕΠΙΣΚΕΥΑΣΤΙΚΕΣ ΔΡΑΣΤΗΡΙΟΤΗΤΕΣ ΔΕΝ ΕΧΟΥΝ ΣΤΟ ΕΞΗΣ ΕΠΑΡΚΗ ΑΣΦΑΛΙΣΤΙΚΗ ΚΑΛΥΨΗ: [66, 942, 383, 992]
- fx-row: [592, 484, 769, 509]
- article-columns: [976, 677, 1592, 718]
- article-columns: [976, 189, 1592, 340]
- label-cell: Δολ. Καναδά: [594, 346, 660, 358]
- headline-rizarios: ΕΙΣΑΓΩΓΗ ΜΑΘΗΤΩΝ ΣΤΗ ΡΙΖΑΡΕΙΟ ΣΧΟΛΗ: [422, 1895, 568, 1924]
- article-text: Σύμφωνα με ανακοίνωση της Τράπεζας της Ελλάδος ή χρυσή λίρα Αγγλίας αγοράζεται χθές στην τιμή των 1.650 δραχμών.: [592, 95, 769, 145]
- fx-row: [592, 397, 769, 422]
- headline-accidents: ΑΤΥΧΗΜΑΤΑ ΣΕ ΚΟΜΒΟ ΤΗΣ ΟΔΟΥ ΚΟΡΙΝΘΟΥ — ΑΡΓΟΥΣ ΟΦΕΙΛΟΝΤΑΙ ΣΤΗΝ ΕΛΛΕΙΨΗ ΠΡΟΣΟΧΗΣ ΤΩΝ ΟΔΗΓΩΝ: [600, 1940, 954, 1986]
- subhead: ΣΥΣΚΕΨΗ ΣΤΗΝ ΕΔΗΚ: [59, 609, 216, 625]
- rule: [976, 617, 1592, 619]
- value-cell: 144,60: [925, 406, 960, 418]
- value-cell: 10,077: [731, 777, 767, 789]
- value-cell: [716, 359, 769, 372]
- value-cell: 14,933: [678, 402, 714, 414]
- fx-title: ΞΕΝΑ ΤΡΑΠΕΖΟΓΡΑΜΜΑΤΙΑ: [599, 270, 761, 283]
- value-cell: 14,350: [678, 421, 714, 433]
- label-cell: Ζυρίχη: [787, 218, 823, 229]
- ny-title: Η ΔΡΑΧΜΗ ΣΤΗ ΝΕΑ ΥΟΡΚΗ: [792, 435, 956, 448]
- label-cell: Ρουπία Ινδίας: [594, 734, 666, 746]
- article-text: ΑΘΗΝΑ, 25. (Του Ε.Π.) — Η ελληνική κυβέρνηση παρακολουθεί την εξέλιξη της επιδημίας και λαμβάνει όλα τα απαραίτητα μέτρα στα σύνορα και στα λιμάνια της χώρας.: [229, 1638, 391, 1715]
- rule: [412, 1891, 578, 1892]
- article-text: ΤΕΛ ΑΒΙΒ, 25.— Ο υπουργός Εξωτερικών του Ισραήλ κ. Μοσέ Νταγιάν αποκάλυψε ότι οι Εβραίοι της Βρετανίας επέκριναν την απόφαση της κυβέρνησης για τη δημιουργία τριών νέων οικισμών στη δυτική όχθη του Ιορδάνη.: [976, 872, 1592, 910]
- rule: [592, 1516, 962, 1518]
- column-rule: [584, 0, 585, 2279]
- label-cell: Σελίνι Αυστρίας: [594, 609, 642, 633]
- fx-row: [592, 747, 769, 772]
- headline-president: ΟΙ ΑΚΡΟΑΣΕΙΣ ΤΟΥ ΠΡΟΕΔΡΟΥ ΔΗΜΟΚΡΑΤΙΑΣ: [426, 1313, 564, 1359]
- article-text: Η κυβέρνηση, σημείωσε ό κ. Μαύρος, κατέχει σήμερα την εξουσία χωρίς να έχει τη λαϊκή υποστήριξη. Οι εκλογές πρέπει να διεξαχθούν με απλή αναλογική και με πλήρη δημοκρατική ομαλότητα.: [418, 450, 578, 560]
- value-cell: 36,212: [678, 296, 714, 308]
- value-cell: 144,75: [925, 369, 960, 381]
- article-text: ΑΘΗΝΑ, 25.— Από την προεδρία της Δημοκρατίας ανακοινώθηκε ότι ο Πρόεδρος κ. Κ. Τσάτσος δέχθηκε χθές σε ακρόαση τον πρόεδρο της Βουλής κ. Κ. Παπακωνσταντίνου, τον υπουργό Εξωτερικών κ. Δ. Μπίτσιο και τον αρχηγό των Ενόπλων Δυνάμεων. Επίσης δέχθηκε αντιπροσωπεία του Δήμου Αθηναίων.: [411, 1363, 578, 1504]
- header-cell: ΠΩΛΗΣΗ: [717, 284, 767, 296]
- fx-row: [592, 734, 769, 747]
- headline-credit: ΠΑΡΟΧΗ ΠΙΣΤΟΔΟΤΙΚΩΝ ΔΙΕΥΚΟΛΥΝΣΕΩΝ ΣΕ ΑΓΡΟΤΕΣ ΖΗΜΙΩΘΕΝΤΕΣ ΑΠΟ ΔΥΣΜΕΝΕΙΣ ΚΑΙΡΙΚΕΣ ΣΥΝΘΗΚΕΣ: [612, 1809, 942, 1855]
- value-cell: 40,953: [731, 734, 767, 746]
- article-text: Στη συνέχεια άρχισε ή συζήτηση για την αναγνώριση της εθνικής αντίστασης. Πρώτος ο εισηγητής της αντιπολίτευσης ανέπτυξε τους λόγους για τους οποίους πρέπει να αναγνωριστεί ο αγώνας όλων των αντιστασιακών οργανώσεων, ανεξάρτητα από την πολιτική τους τοποθέτηση. «Η αντίσταση, είπε, είναι κοινή κληρονομιά όλων των Ελλήνων και δεν πρέπει να αποτελεί αντικείμενο διακρίσεων.»: [1184, 189, 1592, 339]
- table-header-row: [592, 284, 769, 297]
- fx-row: [592, 584, 769, 609]
- headline-cartridges: Η ΚΛΟΠΗ ΦΥΣΙΓΓΙΩΝ ΤΗΣ ΧΩΡΟΦΥΛΑΚΗΣ: [419, 1693, 571, 1724]
- article-text: Τόν υφυπουργό Βορείου Ελλάδος κ. Μάρτη επισκέφθηκαν χθές οι βουλευτές Πιερίας με τούς οποίους συζήτησαν τά προβλήματα του νομού και ιδιαίτερα τα θέματα της αγροτικής παραγωγής, της οδοποιίας και της τουριστικής ανάπτυξης της περιοχής.: [411, 1566, 578, 1681]
- value-cell: 8,857: [685, 690, 714, 702]
- value-cell: 0,990: [737, 640, 767, 652]
- value-cell: 34,414: [925, 249, 960, 261]
- headline-resistance-2: γιά τήν άναγνώριση: [1090, 36, 1478, 77]
- rule: [592, 1933, 962, 1935]
- value-cell: 40,833: [925, 268, 960, 279]
- label-cell: Δολ. Αυστραλίας: [594, 684, 655, 708]
- article-columns: [592, 1990, 962, 2045]
- header-cell: ΑΓΟΡΑ: [870, 18, 908, 29]
- value-cell: 34,547: [731, 565, 767, 577]
- header-cell: ΠΩΛΗΣΗ: [911, 18, 960, 29]
- fund-row: [592, 241, 769, 266]
- edge-fragment-top: [4, 4, 45, 44]
- gold-row: [786, 394, 963, 407]
- subheadline-stratos: ΚΑΛΥΠΤΕΙ ΤΟ ΤΡΙΠΤΥΧΟ ΜΕΛΕΤΗ, ΕΠΙΒΛΕΨΗ, ΕΚΤΕΛΕΣΗ: [611, 1129, 943, 1160]
- article-text: ΑΘΗΝΑ, 25.— Ο υπουργός Δημοσίων Έργων κ. Χρ. Στράτος απάντησε σε ερώτηση βουλευτή για τα ατυχήματα στον κόμβο της οδού Κορίνθου — Άργους, ότι αυτά οφείλονται κυρίως στην έλλειψη προσοχής των οδηγών και στην υπερβολική ταχύτητα.: [592, 1990, 962, 2040]
- label-cell: Παρίσι: [787, 80, 824, 92]
- ext-row: [786, 56, 963, 69]
